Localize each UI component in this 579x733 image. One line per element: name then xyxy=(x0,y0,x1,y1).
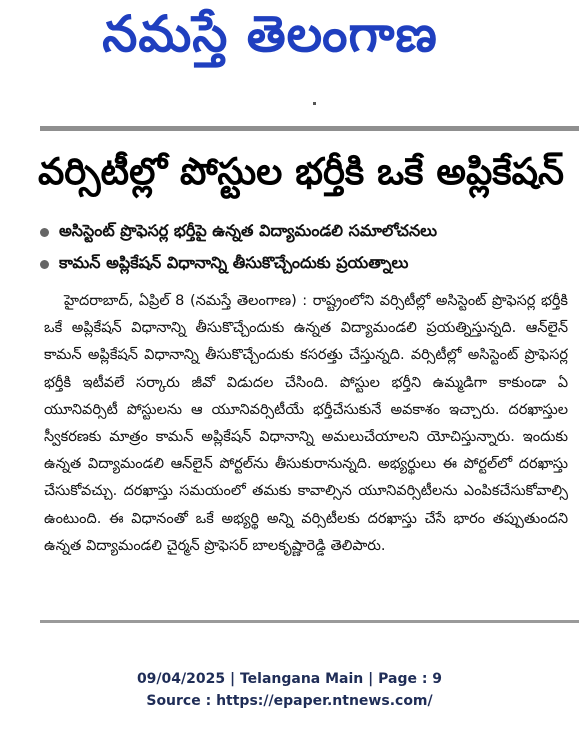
article-highlights xyxy=(40,216,579,280)
highlight-text: అసిస్టెంట్ ప్రొఫెసర్ల భర్తీపై ఉన్నత విద్యామండలి సమాలోచనలు xyxy=(59,220,438,240)
highlight-text: కామన్ అప్లికేషన్ విధానాన్ని తీసుకొచ్చేందుకు ప్రయత్నాలు xyxy=(59,252,409,272)
dot-marker xyxy=(313,102,316,105)
masthead-logo: నమస్తే తెలంగాణ xyxy=(102,4,438,63)
bullet-icon xyxy=(40,260,49,269)
top-divider xyxy=(40,126,579,131)
source-link[interactable]: Source : https://epaper.ntnews.com/ xyxy=(146,693,433,709)
highlight-item xyxy=(40,248,579,280)
article-body: హైదరాబాద్, ఏప్రిల్ 8 (నమస్తే తెలంగాణ) : రాష్ట్రంలోని వర్సిటీల్లో అసిస్టెంట్ ప్రొఫెసర్ల భర్తీకి ఒకే అప్లికేషన్ విధానాన్ని తీసుకొచ్చేందుకు ఉన్నత విద్యామండలి ప్రయత్నిస్తున్నది. ఆన్‌లైన్ కామన్ అప్లికేషన్ విధానాన్ని తీసుకొచ్చేందుకు కసరత్తు చేస్తున్నది. వర్సిటీల్లో అసిస్టెంట్ ప్రొఫెసర్ల భర్తీకి ఇటీవలే సర్కారు జీవో విడుదల చేసింది. పోస్టుల భర్తీని ఉమ్మడిగా కాకుండా ఏ యూనివర్సిటీ పోస్టులను ఆ యూనివర్సిటీయే భర్తీచేసుకునే అవకాశం ఇచ్చారు. దరఖాస్తుల స్వీకరణకు మాత్రం కామన్ అప్లికేషన్ విధానాన్ని అమలుచేయాలని యోచిస్తున్నారు. ఇందుకు ఉన్నత విద్యామండలి ఆన్‌లైన్ పోర్టల్‌ను తీసుకురానున్నది. అభ్యర్థులు ఈ పోర్టల్‌లో దరఖాస్తు చేసుకోవచ్చు. దరఖాస్తు సమయంలో తమకు కావాల్సిన యూనివర్సిటీలను ఎంపికచేసుకోవాల్సి ఉంటుంది. ఈ విధానంతో ఒకే అభ్యర్థి అన్ని వర్సిటీలకు దరఖాస్తు చేసే భారం తప్పుతుందని ఉన్నత విద్యామండలి చైర్మన్ ప్రొఫెసర్ బాలకృష్ణారెడ్డి తెలిపారు. xyxy=(44,293,568,554)
highlight-item xyxy=(40,216,579,248)
bottom-divider xyxy=(40,620,579,623)
publication-info: 09/04/2025 | Telangana Main | Page : 9 xyxy=(136,671,443,687)
newspaper-masthead xyxy=(60,0,480,80)
source-footer xyxy=(0,668,579,712)
article-headline: వర్సిటీల్లో పోస్టుల భర్తీకి ఒకే అప్లికేషన్ xyxy=(38,150,564,193)
bullet-icon xyxy=(40,228,49,237)
